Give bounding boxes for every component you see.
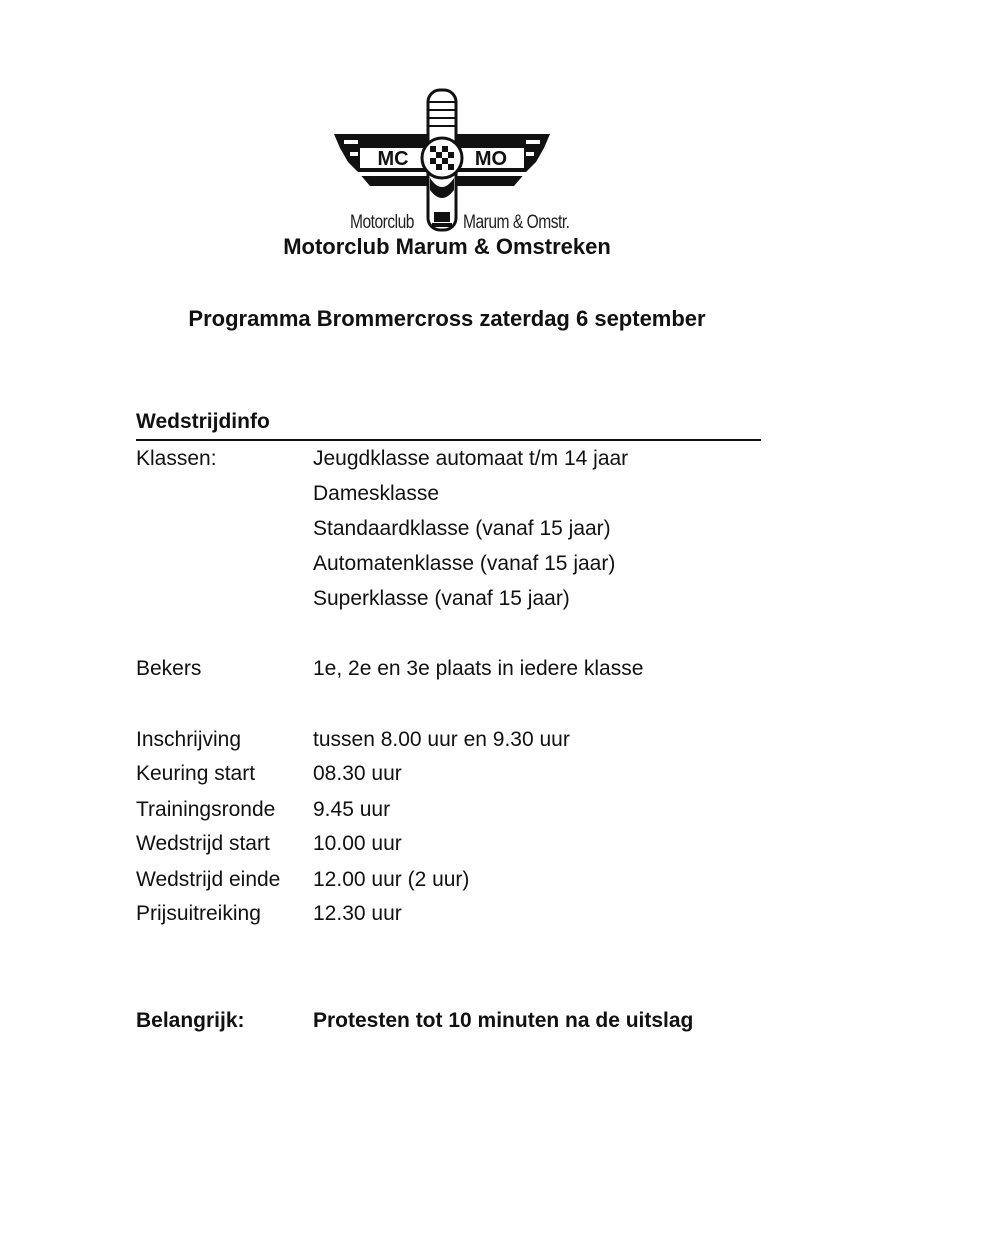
schedule-label: Trainingsronde	[136, 798, 276, 821]
cups-value: 1e, 2e en 3e plaats in iedere klasse	[313, 657, 644, 680]
schedule-value: 9.45 uur	[313, 798, 391, 821]
schedule-value: 08.30 uur	[313, 762, 402, 785]
schedule-label: Wedstrijd start	[136, 832, 270, 855]
schedule-value: 12.00 uur (2 uur)	[313, 868, 470, 891]
schedule-label: Inschrijving	[136, 728, 242, 751]
club-name-heading: Motorclub Marum & Omstreken	[283, 234, 611, 259]
class-item: Superklasse (vanaf 15 jaar)	[313, 587, 570, 610]
important-value: Protesten tot 10 minuten na de uitslag	[313, 1009, 694, 1032]
logo-right-wing-text: MO	[474, 148, 508, 170]
logo-left-wing-text: MC	[377, 148, 409, 170]
schedule-label: Prijsuitreiking	[136, 902, 261, 925]
schedule-label: Wedstrijd einde	[136, 868, 281, 891]
schedule-value: 12.30 uur	[313, 902, 402, 925]
logo-subtitle-left: Motorclub	[350, 212, 414, 233]
class-item: Damesklasse	[313, 482, 440, 505]
schedule-label: Keuring start	[136, 762, 256, 785]
logo-subtitle-right: Marum & Omstr.	[463, 212, 570, 233]
important-label: Belangrijk:	[136, 1009, 245, 1032]
class-item: Jeugdklasse automaat t/m 14 jaar	[313, 447, 629, 470]
club-logo	[330, 86, 570, 236]
class-item: Standaardklasse (vanaf 15 jaar)	[313, 517, 611, 540]
classes-label: Klassen:	[136, 447, 217, 470]
schedule-value: 10.00 uur	[313, 832, 402, 855]
cups-label: Bekers	[136, 657, 202, 680]
class-item: Automatenklasse (vanaf 15 jaar)	[313, 552, 616, 575]
section-heading-wedstrijdinfo: Wedstrijdinfo	[136, 410, 761, 441]
program-title: Programma Brommercross zaterdag 6 september	[188, 306, 706, 331]
schedule-value: tussen 8.00 uur en 9.30 uur	[313, 728, 570, 751]
